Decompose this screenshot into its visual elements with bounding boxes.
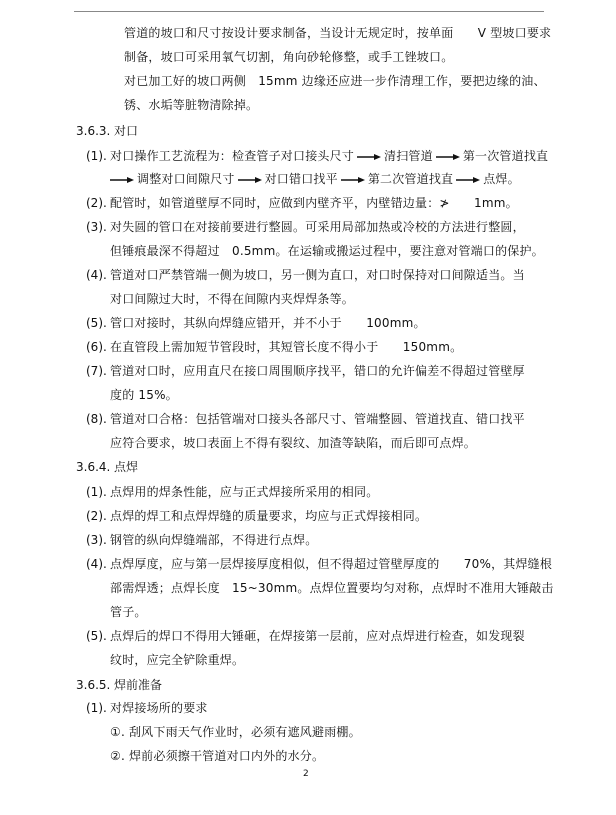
sub-item-2: ②. 焊前必须擦干管道对口内外的水分。 <box>110 749 325 763</box>
item-4-line-1: 管道对口严禁管端一侧为坡口，另一侧为直口，对口时保持对口间隙适当。当 <box>110 268 525 282</box>
item-number: (7). <box>86 364 107 378</box>
item-1-text: 对焊接场所的要求 <box>110 701 208 715</box>
flow-step-check: 对口操作工艺流程为：检查管子对口接头尺寸 <box>110 149 355 163</box>
intro-line-4: 锈、水垢等脏物清除掉。 <box>124 98 259 112</box>
item-number: (5). <box>86 629 107 643</box>
item-2-text: 配管时，如管道壁厚不同时，应做到内壁齐平，内壁错边量：≯ 1mm。 <box>110 196 518 210</box>
item-4-line-1: 点焊厚度，应与第一层焊接厚度相似，但不得超过管壁厚度的 70%，其焊缝根 <box>110 557 553 571</box>
arrow-right-icon <box>341 176 365 184</box>
section-3-6-4-heading <box>76 459 138 475</box>
arrow-right-icon <box>456 176 480 184</box>
item-1-line-2 <box>110 171 520 187</box>
item-4-line-2: 对口间隙过大时，不得在间隙内夹焊焊条等。 <box>110 292 355 306</box>
sub-item-1: ①. 刮风下雨天气作业时，必须有遮风避雨棚。 <box>110 725 361 739</box>
section-3-6-3-heading <box>76 123 138 139</box>
flow-step-clean: 清扫管道 <box>384 149 433 163</box>
item-4-line-3: 管子。 <box>110 605 147 619</box>
arrow-right-icon <box>110 176 134 184</box>
item-2-text: 点焊的焊工和点焊焊缝的质量要求，均应与正式焊接相同。 <box>110 509 428 523</box>
section-title: 点焊 <box>114 460 139 474</box>
item-1-line-1 <box>110 148 548 164</box>
section-title: 对口 <box>114 124 139 138</box>
item-number: (1). <box>86 701 107 715</box>
item-number: (1). <box>86 485 107 499</box>
item-8-line-2: 应符合要求，坡口表面上不得有裂纹、加渣等缺陷，而后即可点焊。 <box>110 436 477 450</box>
intro-line-2: 制备，坡口可采用氧气切割，角向砂轮修整，或手工锉坡口。 <box>124 50 454 64</box>
arrow-right-icon <box>238 176 262 184</box>
section-number: 3.6.5. <box>76 678 111 692</box>
item-5-line-2: 纹时，应完全铲除重焊。 <box>110 653 245 667</box>
intro-line-3: 对已加工好的坡口两侧 15mm 边缘还应进一步作清理工作，要把边缘的油、 <box>124 74 546 88</box>
section-title: 焊前准备 <box>114 678 163 692</box>
item-number: (4). <box>86 557 107 571</box>
item-4-line-2: 部需焊透；点焊长度 15~30mm。点焊位置要均匀对称，点焊时不准用大锤敲击 <box>110 581 554 595</box>
item-number: (4). <box>86 268 107 282</box>
section-number: 3.6.3. <box>76 124 111 138</box>
item-3-line-2: 但锤痕最深不得超过 0.5mm。在运输或搬运过程中，要注意对管端口的保护。 <box>110 244 544 258</box>
item-6-text: 在直管段上需加短节管段时，其短管长度不得小于 150mm。 <box>110 340 463 354</box>
section-number: 3.6.4. <box>76 460 111 474</box>
item-number: (5). <box>86 316 107 330</box>
item-number: (3). <box>86 533 107 547</box>
item-7-line-1: 管道对口时，应用直尺在接口周围顺序找平，错口的允许偏差不得超过管壁厚 <box>110 364 525 378</box>
item-8-line-1: 管道对口合格：包括管端对口接头各部尺寸、管端整圆、管道找直、错口找平 <box>110 412 525 426</box>
item-number: (8). <box>86 412 107 426</box>
item-5-text: 管口对接时，其纵向焊缝应错开，并不小于 100mm。 <box>110 316 426 330</box>
item-7-line-2: 度的 15%。 <box>110 388 178 402</box>
item-5-line-1: 点焊后的焊口不得用大锤砸，在焊接第一层前，应对点焊进行检查，如发现裂 <box>110 629 525 643</box>
item-number: (2). <box>86 509 107 523</box>
flow-step-level: 对口错口找平 <box>264 172 338 186</box>
item-3-line-1: 对失圆的管口在对接前要进行整圆。可采用局部加热或冷校的方法进行整圆， <box>110 220 525 234</box>
item-number: (3). <box>86 220 107 234</box>
intro-line-1: 管道的坡口和尺寸按设计要求制备，当设计无规定时，按单面 V 型坡口要求 <box>124 26 552 40</box>
item-number: (1). <box>86 149 107 163</box>
flow-step-straighten-2: 第二次管道找直 <box>367 172 454 186</box>
item-3-text: 钢管的纵向焊缝端部，不得进行点焊。 <box>110 533 318 547</box>
item-number: (2). <box>86 196 107 210</box>
flow-step-gap: 调整对口间隙尺寸 <box>137 172 235 186</box>
arrow-right-icon <box>357 153 381 161</box>
item-number: (6). <box>86 340 107 354</box>
arrow-right-icon <box>436 153 460 161</box>
page-number: 2 <box>303 769 309 779</box>
item-1-text: 点焊用的焊条性能，应与正式焊接所采用的相同。 <box>110 485 379 499</box>
flow-step-straighten-1: 第一次管道找直 <box>462 149 549 163</box>
header-rule <box>74 11 544 12</box>
section-3-6-5-heading <box>76 677 162 693</box>
flow-step-tack: 点焊。 <box>483 172 520 186</box>
